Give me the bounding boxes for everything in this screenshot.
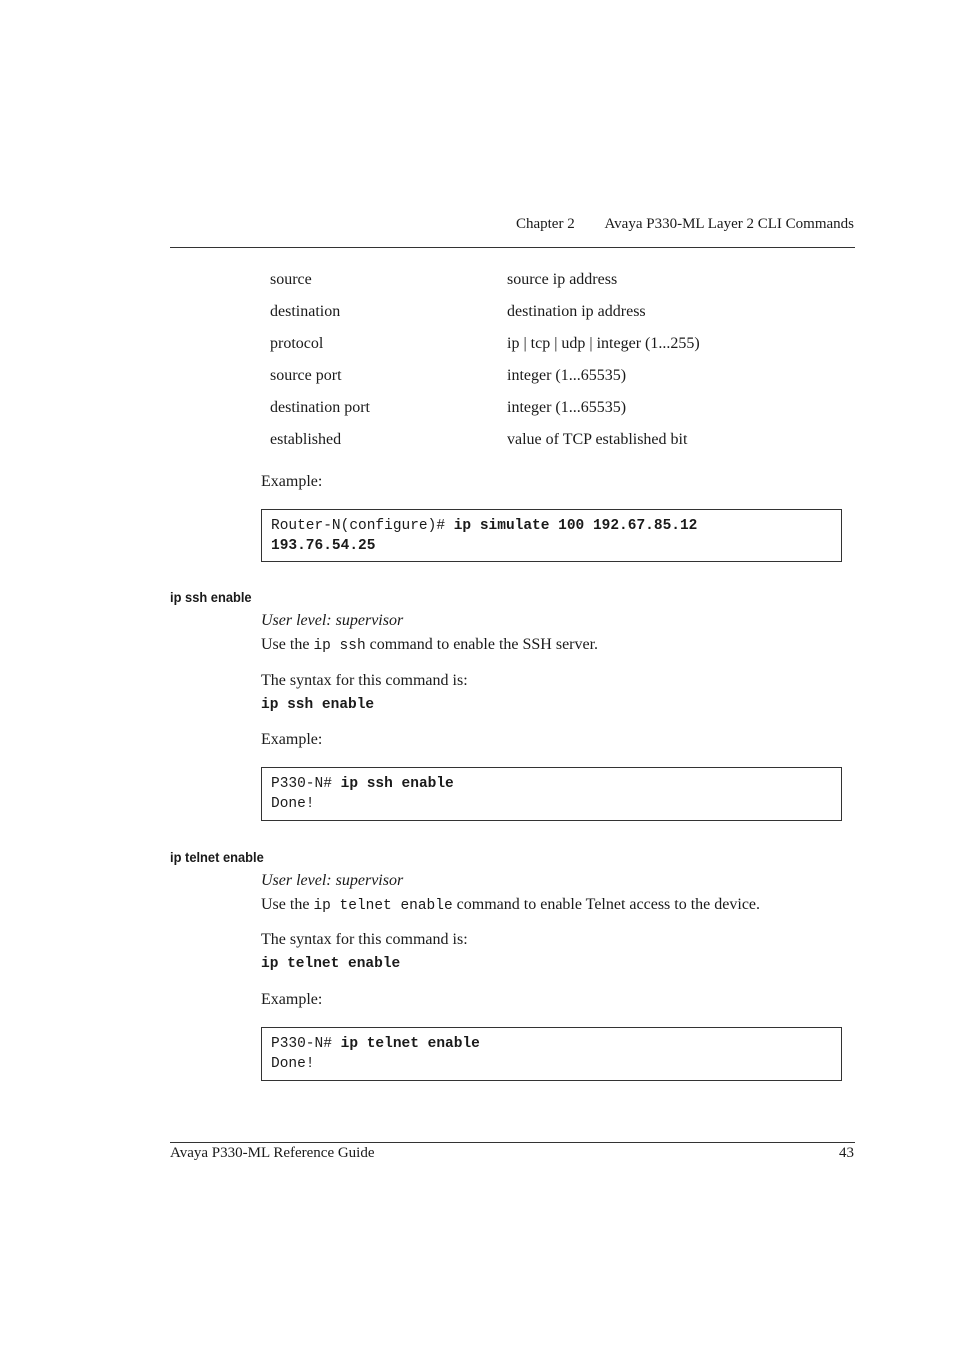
header-chapter: Chapter 2 <box>515 216 575 232</box>
syntax-label: The syntax for this command is: <box>261 931 468 948</box>
code-example-telnet <box>261 1027 842 1081</box>
param-value: value of TCP established bit <box>507 431 688 448</box>
cli-command: ip ssh enable <box>340 776 454 792</box>
param-name: source <box>270 271 312 288</box>
inline-code: ip ssh <box>313 638 366 654</box>
cli-output: Done! <box>271 1056 315 1072</box>
description-text: command to enable Telnet access to the device. <box>452 896 761 913</box>
syntax-label: The syntax for this command is: <box>261 672 468 689</box>
section-heading-ssh: ip ssh enable <box>170 589 252 605</box>
cli-prompt: P330-N# <box>271 776 341 792</box>
page-header <box>490 216 854 233</box>
param-name: source port <box>270 367 342 384</box>
syntax-command: ip ssh enable <box>261 697 375 713</box>
cli-prompt: Router-N(configure)# <box>271 518 454 534</box>
example-label: Example: <box>261 991 323 1008</box>
example-label: Example: <box>261 731 323 748</box>
cli-prompt: P330-N# <box>271 1036 341 1052</box>
param-name: established <box>270 431 342 448</box>
description <box>261 896 760 914</box>
description-text: command to enable the SSH server. <box>365 636 599 653</box>
code-example-simulate <box>261 509 842 562</box>
description <box>261 636 598 654</box>
param-name: destination <box>270 303 341 320</box>
description-text: Use the <box>261 896 314 913</box>
footer-rule <box>170 1142 855 1143</box>
cli-command: ip telnet enable <box>340 1036 480 1052</box>
param-value: ip | tcp | udp | integer (1...255) <box>507 335 700 352</box>
page-number: 43 <box>839 1145 854 1161</box>
param-value: destination ip address <box>507 303 646 320</box>
section-heading-telnet: ip telnet enable <box>170 849 264 865</box>
example-label: Example: <box>261 473 323 490</box>
description-text: Use the <box>261 636 314 653</box>
syntax-command: ip telnet enable <box>261 956 401 972</box>
inline-code: ip telnet enable <box>313 898 453 914</box>
param-value: integer (1...65535) <box>507 399 627 416</box>
cli-command: ip simulate 100 192.67.85.12 <box>453 518 698 534</box>
header-rule <box>170 247 855 248</box>
param-name: protocol <box>270 335 324 352</box>
footer-guide-title: Avaya P330-ML Reference Guide <box>170 1145 375 1161</box>
param-value: integer (1...65535) <box>507 367 627 384</box>
cli-output: Done! <box>271 796 315 812</box>
cli-command-continued: 193.76.54.25 <box>271 538 376 554</box>
code-example-ssh <box>261 767 842 821</box>
param-value: source ip address <box>507 271 618 288</box>
header-title: Avaya P330-ML Layer 2 CLI Commands <box>604 216 854 232</box>
user-level: User level: supervisor <box>261 612 404 629</box>
param-name: destination port <box>270 399 370 416</box>
user-level: User level: supervisor <box>261 872 404 889</box>
